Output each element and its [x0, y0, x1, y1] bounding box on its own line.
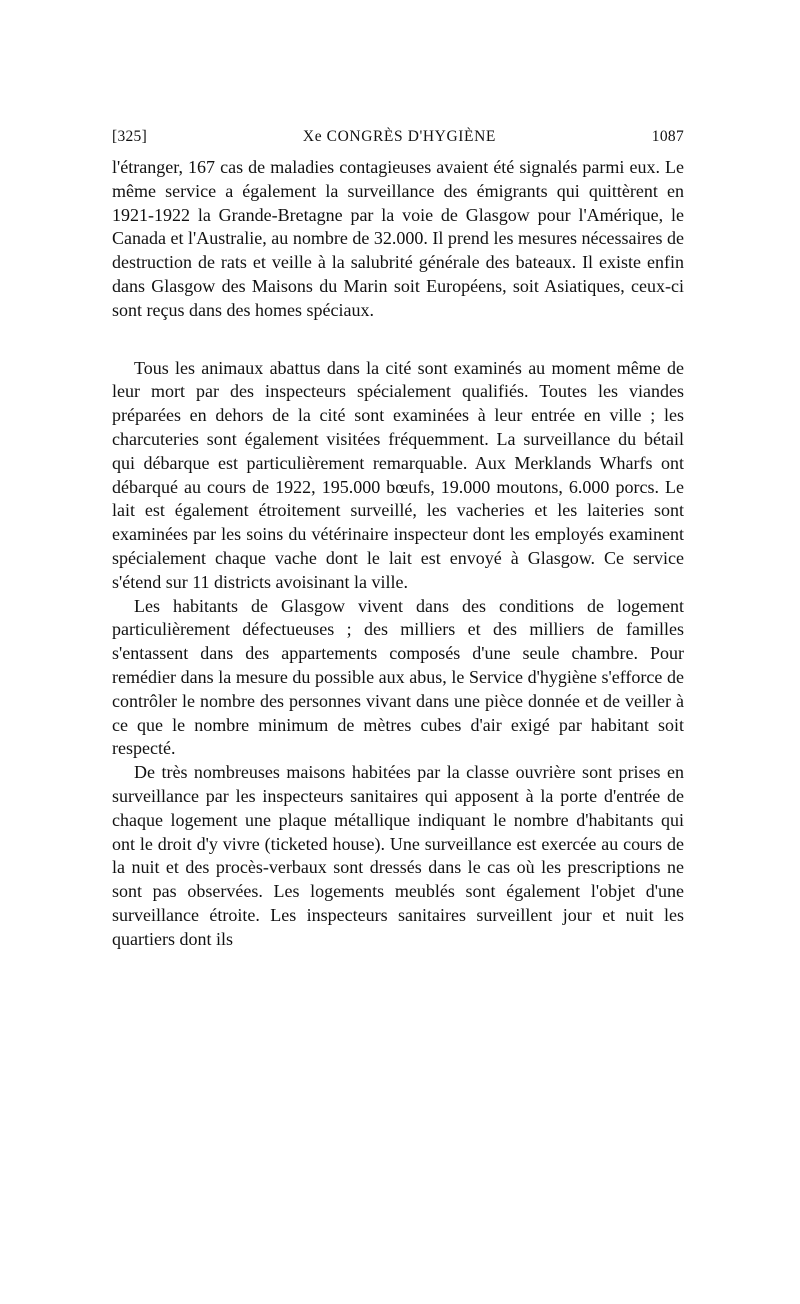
paragraph-continuation: l'étranger, 167 cas de maladies contagieuses avaient été signalés parmi eux. Le même service a également la surveillance des émigrants qui quittèrent en 1921-1922 la Grande-Bretagne par la voie de Glasgow pour l'Amérique, le Canada et l'Australie, au nombre de 32.000. Il prend les mesures nécessaires de destruction de rats et veille à la salubrité générale des bateaux. Il existe enfin dans Glasgow des Maisons du Marin soit Européens, soit Asiatiques, ceux-ci sont reçus dans des homes spéciaux. — [112, 157, 684, 320]
body-text — [112, 156, 684, 952]
page-number: 1087 — [651, 128, 684, 145]
paragraph-inspections: De très nombreuses maisons habitées par la classe ouvrière sont prises en surveillance par les inspecteurs sanitaires qui apposent à la porte d'entrée de chaque logement une plaque métallique indiquant le nombre d'habitants qui ont le droit d'y vivre (ticketed house). Une surveillance est exercée au cours de la nuit et des procès-verbaux sont dressés dans le cas où les prescriptions ne sont pas observées. Les logements meublés sont également l'objet d'une surveillance étroite. Les inspecteurs sanitaires surveillent jour et nuit les quartiers dont ils — [112, 762, 684, 949]
running-header — [112, 128, 684, 146]
document-page — [112, 128, 684, 952]
running-title: Xe CONGRÈS D'HYGIÈNE — [302, 128, 496, 145]
paragraph-housing: Les habitants de Glasgow vivent dans des conditions de logement particulièrement défectueuses ; des milliers et des milliers de familles s'entassent dans des appartements composés d'une seule chambre. Pour remédier dans la mesure du possible aux abus, le Service d'hygiène s'efforce de contrôler le nombre des personnes vivant dans une pièce donnée et de veiller à ce que le nombre minimum de mètres cubes d'air exigé par habitant soit respecté. — [112, 595, 684, 759]
paragraph-animals: Tous les animaux abattus dans la cité sont examinés au moment même de leur mort par des inspecteurs spécialement qualifiés. Toutes les viandes préparées en dehors de la cité sont examinées à leur entrée en ville ; les charcuteries sont également visitées fréquemment. La surveillance du bétail qui débarque est particulièrement remarquable. Aux Merklands Wharfs ont débarqué au cours de 1922, 195.000 bœufs, 19.000 moutons, 6.000 porcs. Le lait est également étroitement surveillé, les vacheries et les laiteries sont examinées par les soins du vétérinaire inspecteur dont les employés examinent spécialement chaque vache dont le lait est envoyé à Glasgow. Ce service s'étend sur 11 districts avoisinant la ville. — [112, 357, 684, 592]
section-reference: [325] — [112, 128, 148, 145]
